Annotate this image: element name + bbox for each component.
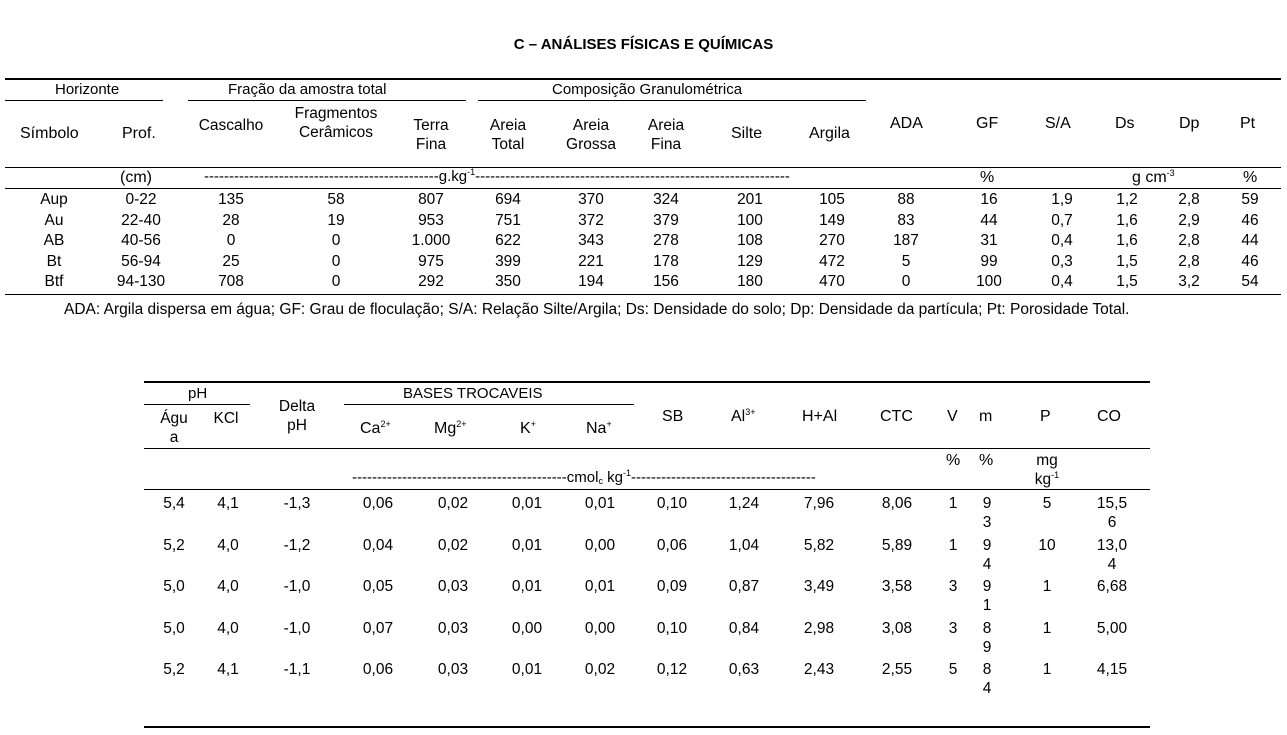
cell-silte: 201 (737, 191, 763, 208)
cell-ds: 1,6 (1116, 211, 1138, 229)
unit-gkg-sup: -1 (467, 167, 476, 177)
table2-units-rule (144, 489, 1150, 490)
cell-sa: 0,4 (1051, 232, 1073, 249)
cell-silte: 129 (737, 252, 763, 270)
cell-pt: 54 (1241, 273, 1259, 290)
cell-gf: 16 (980, 191, 998, 208)
cell-v: 3 (948, 619, 958, 637)
cell-sa: 0,3 (1051, 252, 1073, 270)
col-terra-fina: Terra Fina (413, 117, 449, 153)
cell-p: 5 (1042, 495, 1052, 512)
col-prof: Prof. (122, 125, 156, 142)
cell-na: 0,00 (584, 619, 616, 637)
cell-gf: 99 (980, 252, 998, 270)
cell-ca: 0,07 (362, 619, 394, 637)
cell-ctc: 2,55 (881, 661, 913, 678)
cell-na: 0,01 (584, 495, 616, 512)
cell-p: 1 (1042, 619, 1052, 637)
cell-m: 94 (982, 536, 992, 573)
unit-cmol-label: cmol (566, 469, 599, 486)
cell-ca: 0,04 (362, 536, 394, 554)
cell-gf: 44 (980, 211, 998, 229)
cell-h-al: 2,43 (803, 661, 835, 678)
unit-p-sup: -1 (1051, 470, 1060, 480)
cell-co: 6,68 (1096, 578, 1128, 595)
col-ca-label: Ca (360, 420, 381, 437)
unit-cmol-kg: kg (602, 469, 623, 486)
group-header-fracao: Fração da amostra total (228, 81, 387, 98)
cell-areia-total: 694 (495, 191, 521, 208)
unit-pt-percent: % (1243, 169, 1258, 186)
cell-ada: 187 (893, 232, 919, 249)
cell-dp: 2,9 (1178, 211, 1200, 229)
cell-p: 1 (1042, 578, 1052, 595)
cell-simbolo: Au (44, 211, 64, 229)
col-simbolo: Símbolo (20, 125, 79, 142)
cell-ctc: 3,08 (881, 619, 913, 637)
cell-kcl: 4,1 (217, 495, 239, 512)
cell-m: 89 (982, 619, 992, 656)
table2-header-rule (144, 448, 1150, 449)
cell-fragmentos: 58 (327, 191, 345, 208)
cell-dp: 3,2 (1178, 273, 1200, 290)
col-delta-ph: Delta pH (278, 398, 316, 434)
cell-co: 4,15 (1096, 661, 1128, 678)
col-na-label: Na (586, 420, 607, 437)
cell-pt: 44 (1241, 232, 1259, 249)
cell-prof: 94-130 (116, 273, 166, 290)
cell-k: 0,01 (511, 578, 543, 595)
cell-terra-fina: 953 (418, 211, 444, 229)
unit-cmol-dash-left: ------------------------------------------- (352, 469, 567, 486)
page-title: C – ANÁLISES FÍSICAS E QUÍMICAS (513, 36, 774, 53)
col-ca (360, 419, 391, 438)
horizonte-underline (5, 100, 163, 101)
unit-gkg-dash-right: --------------------------------------------------------------- (475, 168, 790, 185)
cell-kcl: 4,1 (217, 661, 239, 678)
cell-na: 0,00 (584, 536, 616, 554)
table2-top-rule (144, 381, 1150, 383)
cell-areia-fina: 324 (653, 191, 679, 208)
cell-areia-total: 751 (495, 211, 521, 229)
unit-gcm-sup: -3 (1166, 168, 1175, 178)
cell-k: 0,01 (511, 661, 543, 678)
cell-ctc: 5,89 (881, 536, 913, 554)
cell-prof: 40-56 (121, 232, 161, 249)
cell-dp: 2,8 (1178, 232, 1200, 249)
cell-p: 10 (1038, 536, 1056, 554)
cell-areia-fina: 156 (653, 273, 679, 290)
cell-silte: 108 (737, 232, 763, 249)
cell-argila: 472 (819, 252, 845, 270)
cell-simbolo: Bt (46, 252, 62, 270)
col-areia-fina: Areia Fina (647, 117, 685, 153)
cell-prof: 0-22 (125, 191, 157, 208)
cell-ca: 0,06 (362, 495, 394, 512)
cell-cascalho: 708 (218, 273, 244, 290)
cell-k: 0,01 (511, 536, 543, 554)
cell-pt: 46 (1241, 252, 1259, 270)
unit-gkg (204, 168, 790, 186)
cell-m: 93 (982, 495, 992, 531)
cell-fragmentos: 0 (331, 252, 341, 270)
cell-simbolo: Btf (44, 273, 64, 290)
cell-agua: 5,4 (163, 495, 185, 512)
cell-gf: 100 (976, 273, 1002, 290)
cell-argila: 105 (819, 191, 845, 208)
cell-areia-fina: 379 (653, 211, 679, 229)
cell-m: 91 (982, 578, 992, 614)
cell-prof: 22-40 (121, 211, 161, 229)
cell-delta-ph: -1,0 (283, 619, 311, 637)
cell-areia-total: 399 (495, 252, 521, 270)
cell-delta-ph: -1,3 (283, 495, 311, 512)
col-sa: S/A (1045, 115, 1071, 132)
cell-fragmentos: 19 (327, 211, 345, 229)
cell-ada: 83 (897, 211, 915, 229)
col-agua: Água (160, 410, 188, 446)
col-k-label: K (520, 420, 531, 437)
cell-agua: 5,2 (163, 536, 185, 554)
unit-gcm (1132, 168, 1175, 187)
cell-areia-grossa: 343 (578, 232, 604, 249)
cell-sb: 0,10 (656, 619, 688, 637)
cell-ctc: 8,06 (881, 495, 913, 512)
col-ctc: CTC (880, 408, 913, 425)
col-pt: Pt (1240, 115, 1256, 132)
group-header-bases: BASES TROCAVEIS (403, 385, 543, 402)
cell-al: 0,84 (728, 619, 760, 637)
cell-agua: 5,2 (163, 661, 185, 678)
cell-ada: 0 (901, 273, 911, 290)
col-mg-label: Mg (434, 420, 457, 437)
group-header-ph: pH (188, 385, 208, 402)
col-al (731, 407, 756, 426)
unit-gkg-dash-left: ----------------------------------------------- (204, 168, 439, 185)
col-areia-total: Areia Total (489, 117, 527, 153)
cell-areia-total: 350 (495, 273, 521, 290)
table1-bottom-rule (5, 294, 1281, 295)
cell-k: 0,01 (511, 495, 543, 512)
cell-silte: 180 (737, 273, 763, 290)
unit-gkg-label: g.kg (438, 168, 468, 185)
bases-underline (344, 404, 634, 405)
unit-p-label: mg kg (1034, 452, 1058, 488)
cell-areia-grossa: 194 (578, 273, 604, 290)
unit-cmol-dash-right: ------------------------------------- (631, 469, 816, 486)
cell-delta-ph: -1,0 (283, 578, 311, 595)
cell-ca: 0,06 (362, 661, 394, 678)
cell-argila: 149 (819, 211, 845, 229)
cell-v: 1 (948, 495, 958, 512)
cell-al: 1,24 (728, 495, 760, 512)
col-areia-grossa: Areia Grossa (566, 117, 616, 153)
composicao-underline (478, 100, 866, 101)
cell-mg: 0,03 (437, 661, 469, 678)
cell-terra-fina: 292 (418, 273, 444, 290)
col-dp: Dp (1179, 115, 1200, 132)
cell-terra-fina: 807 (418, 191, 444, 208)
cell-sb: 0,12 (656, 661, 688, 678)
unit-gf-percent: % (980, 169, 995, 186)
cell-ada: 5 (901, 252, 911, 270)
cell-kcl: 4,0 (217, 578, 239, 595)
cell-ctc: 3,58 (881, 578, 913, 595)
cell-mg: 0,03 (437, 619, 469, 637)
cell-argila: 470 (819, 273, 845, 290)
cell-v: 1 (948, 536, 958, 554)
cell-agua: 5,0 (163, 578, 185, 595)
cell-areia-fina: 178 (653, 252, 679, 270)
cell-areia-grossa: 370 (578, 191, 604, 208)
cell-silte: 100 (737, 211, 763, 229)
col-argila: Argila (809, 125, 850, 142)
cell-areia-grossa: 221 (578, 252, 604, 270)
col-co: CO (1097, 408, 1121, 425)
cell-m: 84 (982, 661, 992, 697)
cell-terra-fina: 975 (418, 252, 444, 270)
table2-bottom-rule (144, 726, 1150, 728)
cell-na: 0,02 (584, 661, 616, 678)
table1-footnote: ADA: Argila dispersa em água; GF: Grau de floculação; S/A: Relação Silte/Argila; Ds: Densidade do solo; Dp: Densidade da partícula; Pt: Porosidade Total. (64, 301, 1130, 318)
cell-kcl: 4,0 (217, 536, 239, 554)
cell-k: 0,00 (511, 619, 543, 637)
cell-fragmentos: 0 (331, 232, 341, 249)
col-k (520, 419, 536, 438)
units-bottom-rule (5, 188, 1281, 189)
cell-terra-fina: 1.000 (411, 232, 451, 249)
cell-ca: 0,05 (362, 578, 394, 595)
cell-kcl: 4,0 (217, 619, 239, 637)
col-mg-sup: 2+ (456, 419, 467, 429)
fracao-underline (188, 100, 466, 101)
cell-h-al: 3,49 (803, 578, 835, 595)
col-sb: SB (662, 408, 684, 425)
col-al-sup: 3+ (745, 407, 756, 417)
cell-co: 13,04 (1096, 536, 1128, 573)
cell-v: 5 (948, 661, 958, 678)
cell-areia-grossa: 372 (578, 211, 604, 229)
unit-cm: (cm) (120, 169, 152, 186)
cell-v: 3 (948, 578, 958, 595)
unit-m-percent: % (979, 452, 994, 469)
cell-simbolo: Aup (40, 191, 68, 208)
cell-na: 0,01 (584, 578, 616, 595)
col-mg (434, 419, 467, 438)
unit-cmol-sup: -1 (622, 468, 631, 478)
col-ds: Ds (1115, 115, 1135, 132)
cell-dp: 2,8 (1178, 191, 1200, 208)
cell-cascalho: 0 (226, 232, 236, 249)
col-p: P (1040, 408, 1051, 425)
group-header-horizonte: Horizonte (55, 81, 120, 98)
col-silte: Silte (731, 125, 763, 142)
col-v: V (947, 408, 958, 425)
cell-pt: 46 (1241, 211, 1259, 229)
cell-mg: 0,03 (437, 578, 469, 595)
col-ca-sup: 2+ (380, 419, 391, 429)
cell-sa: 1,9 (1051, 191, 1073, 208)
cell-h-al: 5,82 (803, 536, 835, 554)
cell-sb: 0,09 (656, 578, 688, 595)
col-k-sup: + (530, 419, 536, 429)
cell-sb: 0,06 (656, 536, 688, 554)
unit-cmol (352, 469, 816, 487)
col-h-al: H+Al (802, 408, 838, 425)
cell-cascalho: 135 (218, 191, 244, 208)
col-m: m (979, 408, 993, 425)
unit-gcm-label: g cm (1132, 169, 1167, 186)
cell-areia-fina: 278 (653, 232, 679, 249)
cell-cascalho: 25 (222, 252, 240, 270)
cell-al: 1,04 (728, 536, 760, 554)
group-header-composicao: Composição Granulométrica (552, 81, 743, 98)
unit-cmol-sub: c (598, 476, 603, 486)
cell-sa: 0,4 (1051, 273, 1073, 290)
cell-ds: 1,5 (1116, 252, 1138, 270)
cell-h-al: 7,96 (803, 495, 835, 512)
col-na-sup: + (606, 419, 612, 429)
cell-prof: 56-94 (121, 252, 161, 270)
cell-sa: 0,7 (1051, 211, 1073, 229)
col-ada: ADA (890, 115, 923, 132)
cell-cascalho: 28 (222, 211, 240, 229)
cell-dp: 2,8 (1178, 252, 1200, 270)
cell-mg: 0,02 (437, 536, 469, 554)
cell-fragmentos: 0 (331, 273, 341, 290)
col-fragmentos: Fragmentos Cerâmicos (294, 105, 378, 141)
cell-co: 15,56 (1096, 495, 1128, 531)
cell-sb: 0,10 (656, 495, 688, 512)
unit-v-percent: % (946, 452, 961, 469)
cell-delta-ph: -1,1 (283, 661, 311, 678)
table1-top-rule (5, 78, 1281, 80)
cell-al: 0,87 (728, 578, 760, 595)
col-kcl: KCl (213, 410, 239, 427)
cell-delta-ph: -1,2 (283, 536, 311, 554)
cell-co: 5,00 (1096, 619, 1128, 637)
cell-ds: 1,5 (1116, 273, 1138, 290)
col-al-label: Al (731, 408, 746, 425)
cell-h-al: 2,98 (803, 619, 835, 637)
cell-agua: 5,0 (163, 619, 185, 637)
cell-p: 1 (1042, 661, 1052, 678)
ph-underline (144, 404, 250, 405)
cell-pt: 59 (1241, 191, 1259, 208)
cell-ada: 88 (897, 191, 915, 208)
cell-gf: 31 (980, 232, 998, 249)
cell-simbolo: AB (43, 232, 65, 249)
cell-mg: 0,02 (437, 495, 469, 512)
cell-al: 0,63 (728, 661, 760, 678)
unit-p (1030, 451, 1064, 489)
cell-ds: 1,6 (1116, 232, 1138, 249)
cell-argila: 270 (819, 232, 845, 249)
cell-areia-total: 622 (495, 232, 521, 249)
col-gf: GF (976, 115, 999, 132)
col-cascalho: Cascalho (198, 117, 264, 134)
cell-ds: 1,2 (1116, 191, 1138, 208)
col-na (586, 419, 612, 438)
